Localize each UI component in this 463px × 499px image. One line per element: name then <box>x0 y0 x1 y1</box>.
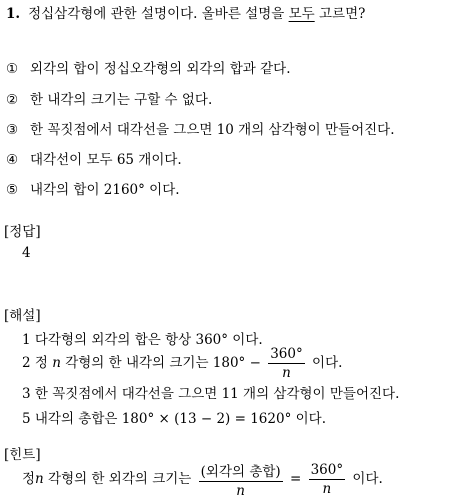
explanation-line-2-before: 2 정 <box>22 355 48 371</box>
hint-fraction-1-denominator: n <box>236 483 245 499</box>
explanation-line-2-mid: 각형의 한 내각의 크기는 180° − <box>65 355 261 371</box>
choice-5-text: 내각의 합이 2160° 이다. <box>30 182 180 198</box>
hint-fraction-2-denominator: n <box>322 481 332 497</box>
hint-fraction-2 <box>309 462 346 497</box>
question-number: 1. <box>6 6 21 22</box>
hint-fraction-2-numerator: 360° <box>310 462 344 478</box>
explanation-line-3: 3 한 꼭짓점에서 대각선을 그으면 11 개의 삼각형이 만들어진다. <box>22 386 400 402</box>
choice-2-mark: ② <box>6 92 19 108</box>
choice-1[interactable] <box>6 57 291 77</box>
choice-5[interactable] <box>6 178 180 198</box>
explanation-label: [해설] <box>4 308 41 324</box>
answer-label: [정답] <box>4 224 41 240</box>
explanation-fraction-denominator: n <box>282 365 291 381</box>
question-text-after: 고르면? <box>318 6 366 22</box>
answer-value: 4 <box>22 245 31 261</box>
choice-4-text: 대각선이 모두 65 개이다. <box>30 152 182 168</box>
hint-n: n <box>35 471 44 487</box>
choice-3[interactable] <box>6 118 395 138</box>
explanation-line-1: 1 다각형의 외각의 합은 항상 360° 이다. <box>22 332 263 348</box>
choice-1-text: 외각의 합이 정십오각형의 외각의 합과 같다. <box>30 61 291 77</box>
explanation-line-4: 5 내각의 총합은 180° × (13 − 2) = 1620° 이다. <box>22 411 326 427</box>
choice-2[interactable] <box>6 88 212 108</box>
choice-5-mark: ⑤ <box>6 182 19 198</box>
hint-fraction-1-numerator: (외각의 총합) <box>199 460 283 482</box>
hint-label: [힌트] <box>4 447 41 463</box>
hint-after: 이다. <box>352 471 383 487</box>
explanation-line-2-n: n <box>52 355 61 371</box>
hint-equals: = <box>289 471 302 487</box>
question-text-before: 정십삼각형에 관한 설명이다. 올바른 설명을 <box>28 6 285 22</box>
hint-line <box>22 460 383 499</box>
choice-4[interactable] <box>6 148 182 168</box>
hint-fraction-1 <box>199 460 283 499</box>
choice-4-mark: ④ <box>6 152 19 168</box>
choice-3-text: 한 꼭짓점에서 대각선을 그으면 10 개의 삼각형이 만들어진다. <box>30 122 395 138</box>
explanation-fraction <box>268 346 305 381</box>
hint-before: 정 <box>22 471 36 487</box>
choice-3-mark: ③ <box>6 122 19 138</box>
explanation-fraction-numerator: 360° <box>270 346 303 362</box>
choice-1-mark: ① <box>6 61 19 77</box>
choice-2-text: 한 내각의 크기는 구할 수 없다. <box>30 92 213 108</box>
question-emphasis: 모두 <box>288 6 315 22</box>
explanation-line-2-after: 이다. <box>312 355 343 371</box>
hint-mid: 각형의 한 외각의 크기는 <box>48 471 192 487</box>
explanation-line-2 <box>22 346 342 381</box>
question-title <box>6 2 365 22</box>
